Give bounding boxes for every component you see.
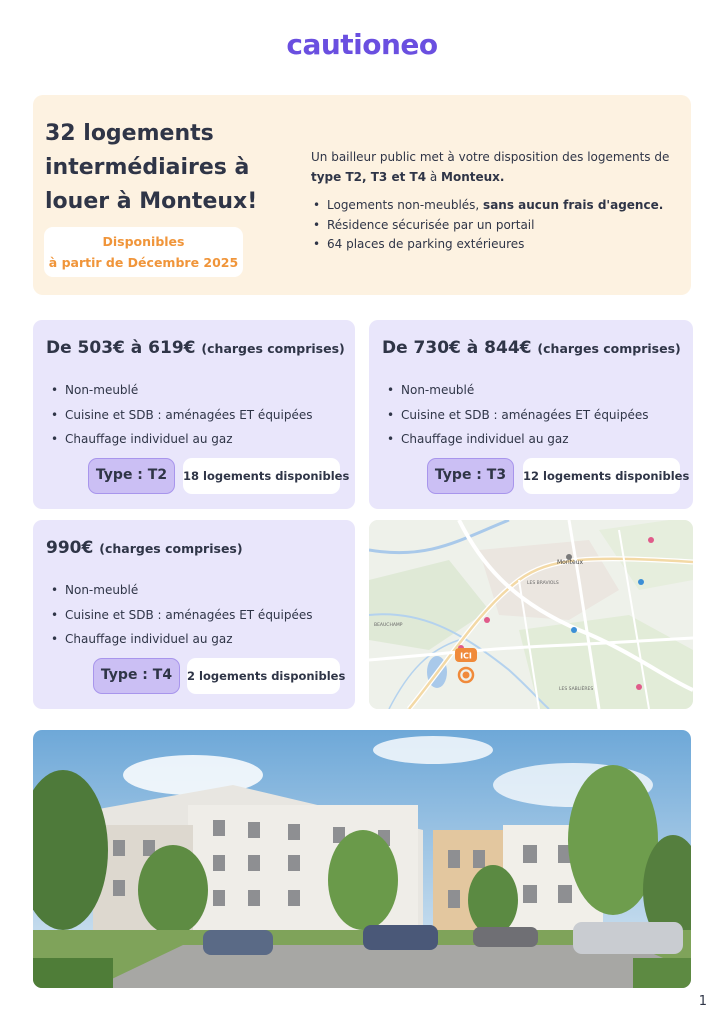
availability-count-badge: 18 logements disponibles xyxy=(183,458,340,494)
hero-bullet-1-text: Logements non-meublés, xyxy=(327,198,484,212)
offer-feature-list xyxy=(49,378,313,452)
availability-badge xyxy=(44,227,243,277)
map-place-label: BEAUCHAMP xyxy=(374,623,403,628)
residence-photo xyxy=(33,730,691,988)
offer-feature-list xyxy=(385,378,649,452)
hero-desc-bold-types: type T2, T3 et T4 xyxy=(311,170,427,184)
offer-feature: • Non-meublé xyxy=(49,578,313,603)
offer-price: De 503€ à 619€ xyxy=(46,338,196,358)
offer-card-t4 xyxy=(33,520,355,709)
offer-card-t3 xyxy=(369,320,693,509)
type-badge-t4: Type : T4 xyxy=(93,658,180,694)
offer-card-t2 xyxy=(33,320,355,509)
hero-bullet xyxy=(311,196,681,216)
map-place-label: LES SABLIÈRES xyxy=(559,687,594,692)
offer-price: 990€ xyxy=(46,538,94,558)
offer-feature: • Cuisine et SDB : aménagées ET équipées xyxy=(49,403,313,428)
offer-charges-note: (charges comprises) xyxy=(537,341,681,356)
hero-bullet-1-bold: sans aucun frais d'agence. xyxy=(483,198,664,212)
brand-logo: cautioneo xyxy=(286,28,438,61)
offer-feature: • Non-meublé xyxy=(385,378,649,403)
offer-feature: • Chauffage individuel au gaz xyxy=(49,627,313,652)
hero-desc-bold-city: Monteux. xyxy=(441,170,505,184)
hero-desc-part-1: Un bailleur public met à votre disposition des logements de xyxy=(311,150,670,164)
availability-line-1: Disponibles xyxy=(102,234,185,249)
map-town-label: Monteux xyxy=(557,559,584,566)
type-badge-t3: Type : T3 xyxy=(427,458,514,494)
hero-title: 32 logements intermédiaires à louer à Monteux! xyxy=(45,121,258,214)
hero-bullet: • 64 places de parking extérieures xyxy=(311,235,681,255)
map-pin-label: ICI xyxy=(460,651,472,661)
offer-price-title xyxy=(382,338,681,358)
offer-feature-list xyxy=(49,578,313,652)
offer-feature: • Non-meublé xyxy=(49,378,313,403)
offer-feature: • Chauffage individuel au gaz xyxy=(49,427,313,452)
offer-charges-note: (charges comprises) xyxy=(201,341,345,356)
offer-price: De 730€ à 844€ xyxy=(382,338,532,358)
hero-bullet: • Résidence sécurisée par un portail xyxy=(311,216,681,236)
location-map xyxy=(369,520,693,709)
hero-bullet-list xyxy=(311,196,681,255)
offer-feature: • Cuisine et SDB : aménagées ET équipées xyxy=(49,603,313,628)
offer-feature: • Chauffage individuel au gaz xyxy=(385,427,649,452)
hero-description xyxy=(311,147,671,187)
map-graphic xyxy=(369,520,693,709)
type-badge-t2: Type : T2 xyxy=(88,458,175,494)
availability-count-badge: 2 logements disponibles xyxy=(187,658,340,694)
offer-price-title xyxy=(46,538,243,558)
hero-desc-part-2: à xyxy=(426,170,442,184)
availability-line-2: à partir de Décembre 2025 xyxy=(48,255,239,270)
page-number: 1 xyxy=(698,994,707,1009)
residence-illustration xyxy=(33,730,691,988)
offer-charges-note: (charges comprises) xyxy=(99,541,243,556)
map-place-label: LES BRAVIOLS xyxy=(527,581,559,586)
offer-feature: • Cuisine et SDB : aménagées ET équipées xyxy=(385,403,649,428)
availability-count-badge: 12 logements disponibles xyxy=(523,458,680,494)
offer-price-title xyxy=(46,338,345,358)
hero-banner xyxy=(33,95,691,295)
